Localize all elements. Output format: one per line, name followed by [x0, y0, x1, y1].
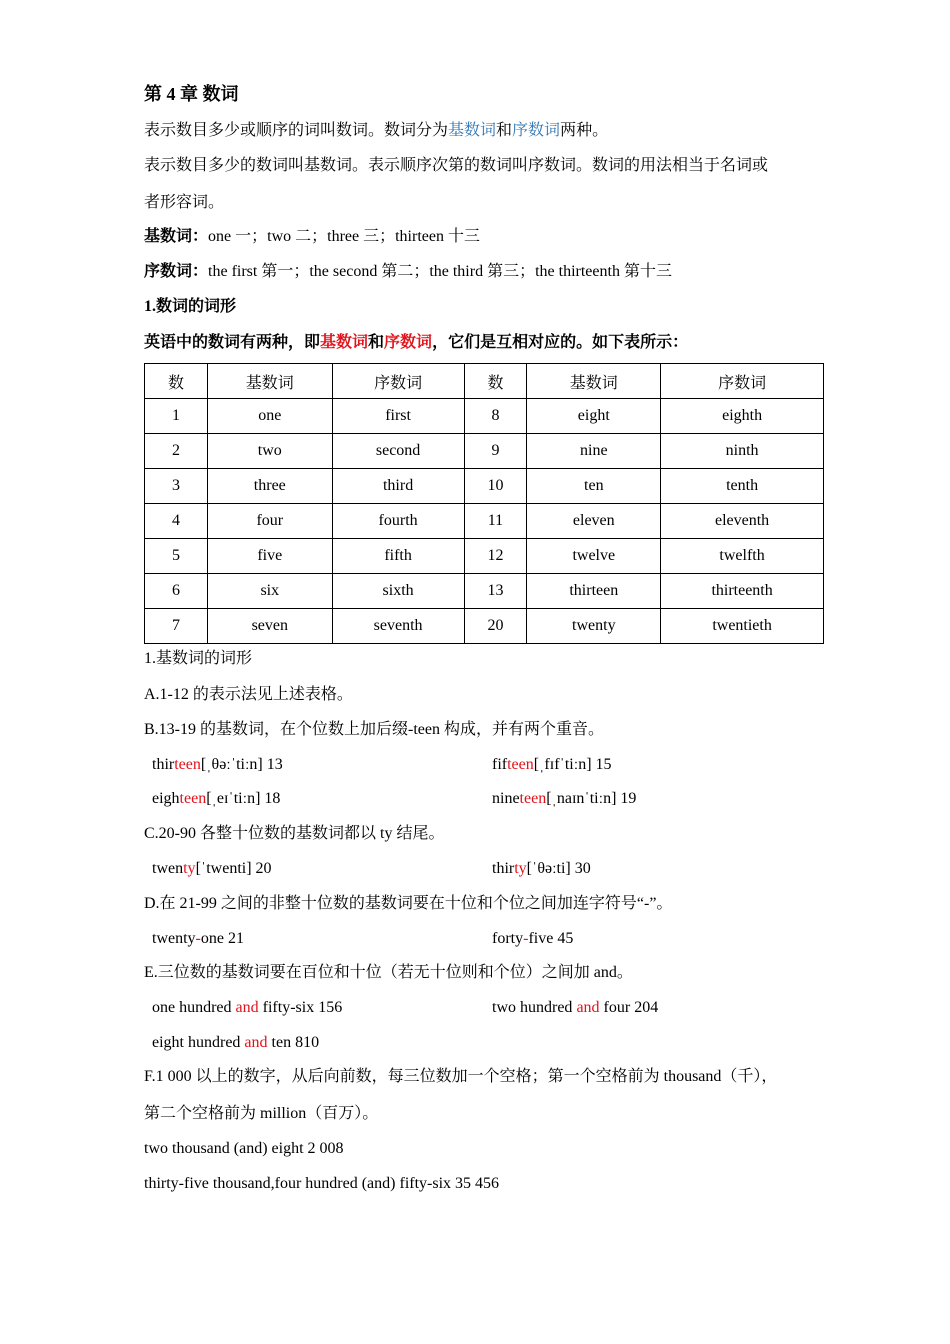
table-row: [145, 609, 824, 644]
table-header-row: [145, 364, 824, 399]
cardinal-example: [144, 227, 480, 247]
ordinal-term-link: 序数词: [512, 122, 561, 139]
table-cell: 1: [145, 399, 208, 434]
table-cell: 9: [464, 434, 527, 469]
table-cell: 3: [145, 469, 208, 504]
ordinal-term: 序数词: [384, 334, 433, 351]
teen-example: thirteen[ˌθəːˈtiːn] 13: [152, 756, 283, 773]
table-cell: 12: [464, 539, 527, 574]
cardinal-term-link: 基数词: [448, 122, 497, 139]
table-cell: 13: [464, 574, 527, 609]
hyphen-example: forty-five 45: [492, 930, 574, 947]
rule-d: D.在 21-99 之间的非整十位数的基数词要在十位和个位之间加连字符号“-”。: [144, 895, 673, 912]
ty-example: thirty[ˈθəːti] 30: [492, 860, 591, 877]
table-intro-text: 英语中的数词有两种，即: [144, 334, 321, 351]
table-cell: sixth: [332, 574, 464, 609]
table-row: [145, 434, 824, 469]
table-intro-end: ，它们是互相对应的。如下表所示：: [432, 334, 689, 351]
ordinal-example: [144, 262, 672, 282]
table-cell: five: [207, 539, 332, 574]
table-cell: twenty: [527, 609, 661, 644]
table-intro-and: 和: [368, 334, 385, 351]
example-f2: thirty-five thousand,four hundred (and) fifty-six 35 456: [144, 1175, 500, 1192]
chapter-title: 第 4 章 数词: [144, 84, 239, 104]
table-cell: fourth: [332, 504, 464, 539]
table-cell: tenth: [661, 469, 824, 504]
table-cell: one: [207, 399, 332, 434]
section-title: 1.数词的词形: [144, 298, 237, 315]
table-cell: four: [207, 504, 332, 539]
cardinal-term: 基数词: [320, 334, 369, 351]
ty-example: twenty[ˈtwenti] 20: [152, 860, 272, 877]
table-cell: nine: [527, 434, 661, 469]
cardinal-example-text: one 一；two 二；three 三；thirteen 十三: [208, 228, 480, 245]
table-cell: 10: [464, 469, 527, 504]
table-cell: seventh: [332, 609, 464, 644]
subsection-title: 1.基数词的词形: [144, 650, 253, 667]
table-cell: 4: [145, 504, 208, 539]
intro-text: 表示数目多少或顺序的词叫数词。数词分为: [144, 122, 449, 139]
table-cell: eleven: [527, 504, 661, 539]
and-example: two hundred and four 204: [492, 999, 659, 1016]
example-f1: two thousand (and) eight 2 008: [144, 1140, 344, 1157]
table-cell: six: [207, 574, 332, 609]
hyphen-example-row: [144, 929, 574, 949]
table-row: [145, 504, 824, 539]
table-cell: ten: [527, 469, 661, 504]
teen-example: nineteen[ˌnaɪnˈtiːn] 19: [492, 790, 637, 807]
table-cell: 5: [145, 539, 208, 574]
and-example: eight hundred and ten 810: [152, 1034, 320, 1051]
table-row: [145, 469, 824, 504]
table-row: [145, 399, 824, 434]
table-cell: 6: [145, 574, 208, 609]
table-cell: thirteen: [527, 574, 661, 609]
table-header-cell: 序数词: [661, 364, 824, 399]
rule-b: B.13-19 的基数词，在个位数上加后缀-teen 构成，并有两个重音。: [144, 721, 604, 738]
table-cell: seven: [207, 609, 332, 644]
table-row: [145, 539, 824, 574]
teen-example-row: [144, 755, 612, 775]
teen-example: eighteen[ˌeɪˈtiːn] 18: [152, 790, 281, 807]
table-cell: third: [332, 469, 464, 504]
ordinal-label: 序数词：: [144, 263, 209, 280]
cardinal-label: 基数词：: [144, 228, 209, 245]
table-row: [145, 574, 824, 609]
intro-line-1: [144, 121, 608, 141]
rule-f-line-2: 第二个空格前为 million（百万）。: [144, 1105, 379, 1122]
table-cell: first: [332, 399, 464, 434]
table-cell: second: [332, 434, 464, 469]
table-cell: twelve: [527, 539, 661, 574]
table-cell: twelfth: [661, 539, 824, 574]
numeral-table: [144, 363, 824, 644]
and-example: one hundred and fifty-six 156: [152, 999, 343, 1016]
intro-end: 两种。: [560, 122, 609, 139]
table-cell: eight: [527, 399, 661, 434]
table-cell: 11: [464, 504, 527, 539]
table-cell: thirteenth: [661, 574, 824, 609]
hyphen-example: twenty-one 21: [152, 930, 244, 947]
table-cell: ninth: [661, 434, 824, 469]
ty-example-row: [144, 859, 591, 879]
table-cell: eighth: [661, 399, 824, 434]
rule-e: E.三位数的基数词要在百位和十位（若无十位则和个位）之间加 and。: [144, 964, 633, 981]
teen-example: fifteen[ˌfɪfˈtiːn] 15: [492, 756, 612, 773]
table-cell: 8: [464, 399, 527, 434]
intro-and: 和: [496, 122, 513, 139]
table-header-cell: 数: [464, 364, 527, 399]
table-cell: 2: [145, 434, 208, 469]
table-intro: [144, 333, 688, 353]
table-cell: two: [207, 434, 332, 469]
teen-example-row: [144, 789, 637, 809]
intro-line-2: 表示数目多少的数词叫基数词。表示顺序次第的数词叫序数词。数词的用法相当于名词或: [144, 157, 769, 174]
table-header-cell: 数: [145, 364, 208, 399]
rule-c: C.20-90 各整十位数的基数词都以 ty 结尾。: [144, 825, 445, 842]
ordinal-example-text: the first 第一；the second 第二；the third 第三；the thirteenth 第十三: [208, 263, 672, 280]
intro-line-3: 者形容词。: [144, 194, 225, 211]
table-cell: eleventh: [661, 504, 824, 539]
table-header-cell: 基数词: [527, 364, 661, 399]
table-header-cell: 序数词: [332, 364, 464, 399]
table-cell: twentieth: [661, 609, 824, 644]
table-cell: three: [207, 469, 332, 504]
and-example-row: [144, 1033, 319, 1053]
table-cell: fifth: [332, 539, 464, 574]
table-header-cell: 基数词: [207, 364, 332, 399]
table-cell: 20: [464, 609, 527, 644]
rule-a: A.1-12 的表示法见上述表格。: [144, 686, 353, 703]
rule-f-line-1: F.1 000 以上的数字，从后向前数，每三位数加一个空格；第一个空格前为 thousand（千），: [144, 1068, 778, 1085]
table-cell: 7: [145, 609, 208, 644]
and-example-row: [144, 998, 659, 1018]
